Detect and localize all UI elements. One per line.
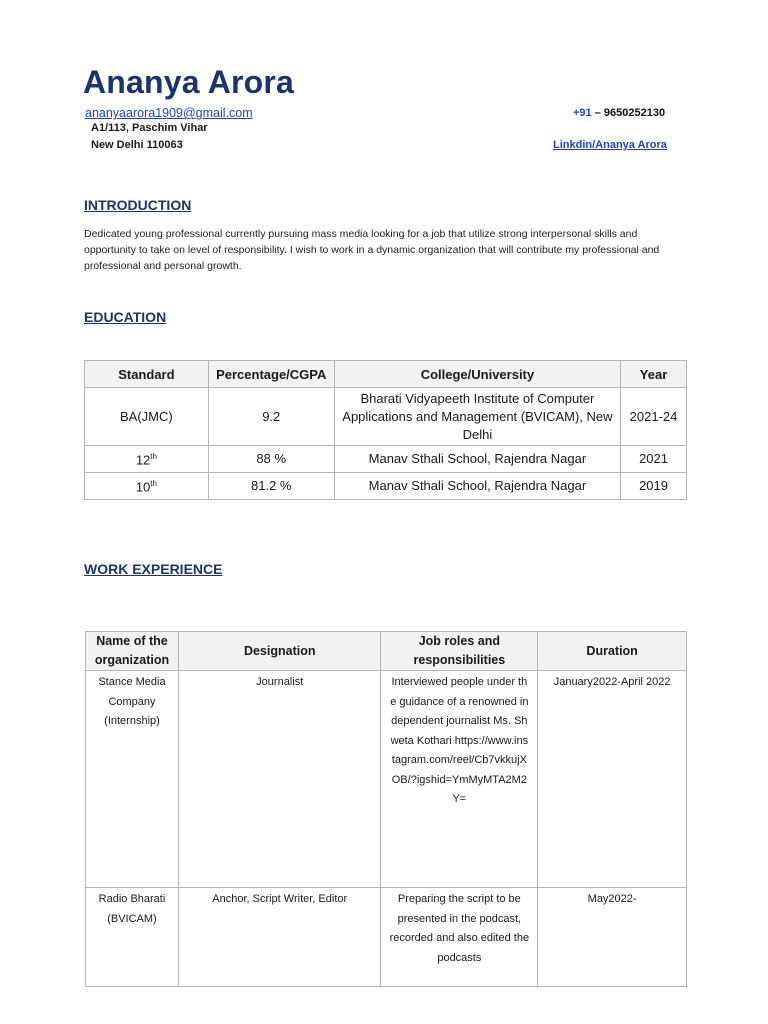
col-college: College/University xyxy=(334,361,620,388)
designation-cell: Journalist xyxy=(178,671,381,888)
introduction-text: Dedicated young professional currently pursuing mass media looking for a job that utilize strong interpersonal skills and opportunity to take on level of responsibility. I wish to work in a dynamic organization that will contribute my professional and professional and personal growth. xyxy=(84,228,660,272)
standard-suffix: th xyxy=(150,452,157,462)
college-cell: Manav Sthali School, Rajendra Nagar xyxy=(334,473,620,500)
organization-cell: Radio Bharati (BVICAM) xyxy=(86,888,179,987)
table-row xyxy=(85,446,687,473)
col-standard: Standard xyxy=(85,361,209,388)
designation-cell: Anchor, Script Writer, Editor xyxy=(178,888,381,987)
col-duration: Duration xyxy=(538,632,687,671)
address-line-2: New Delhi 110063 xyxy=(91,139,183,151)
phone-digits: – 9650252130 xyxy=(591,107,666,119)
introduction-heading: INTRODUCTION xyxy=(84,197,192,213)
standard-cell xyxy=(85,473,209,500)
col-percentage: Percentage/CGPA xyxy=(208,361,334,388)
table-row xyxy=(85,473,687,500)
phone-number xyxy=(573,107,665,119)
candidate-name: Ananya Arora xyxy=(83,64,295,100)
score-cell: 81.2 % xyxy=(208,473,334,500)
table-header-row xyxy=(86,632,687,671)
table-row xyxy=(86,888,687,987)
col-organization: Name of the organization xyxy=(86,632,179,671)
linkedin-link[interactable]: Linkdin/Ananya Arora xyxy=(553,139,667,151)
duration-cell: January2022-April 2022 xyxy=(538,671,687,888)
phone-prefix: +91 xyxy=(573,107,592,119)
roles-cell: Preparing the script to be presented in the podcast, recorded and also edited the podcasts xyxy=(381,888,538,987)
table-row xyxy=(85,388,687,446)
table-header-row xyxy=(85,361,687,388)
year-cell: 2019 xyxy=(621,473,687,500)
address-line-1: A1/113, Paschim Vihar xyxy=(91,122,208,134)
education-heading: EDUCATION xyxy=(84,309,167,325)
email-link[interactable]: ananyaarora1909@gmail.com xyxy=(85,106,253,120)
education-table xyxy=(84,360,687,500)
standard-cell: BA(JMC) xyxy=(85,388,209,446)
work-experience-heading: WORK EXPERIENCE xyxy=(84,561,223,577)
table-row xyxy=(86,671,687,888)
standard-cell xyxy=(85,446,209,473)
duration-cell: May2022- xyxy=(538,888,687,987)
score-cell: 88 % xyxy=(208,446,334,473)
college-cell: Bharati Vidyapeeth Institute of Computer Applications and Management (BVICAM), New Delhi xyxy=(334,388,620,446)
standard-value: 10 xyxy=(135,479,151,495)
col-designation: Designation xyxy=(178,632,381,671)
standard-value: 12 xyxy=(135,452,151,468)
standard-suffix: th xyxy=(150,479,157,489)
organization-cell: Stance Media Company (Internship) xyxy=(86,671,179,888)
year-cell: 2021 xyxy=(621,446,687,473)
col-roles: Job roles and responsibilities xyxy=(381,632,538,671)
score-cell: 9.2 xyxy=(208,388,334,446)
college-cell: Manav Sthali School, Rajendra Nagar xyxy=(334,446,620,473)
work-experience-table xyxy=(85,631,687,987)
year-cell: 2021-24 xyxy=(621,388,687,446)
roles-cell: Interviewed people under the guidance of a renowned independent journalist Ms. Shweta Kothari https://www.instagram.com/reel/Cb7vkkujXOB/?igshid=YmMyMTA2M2Y= xyxy=(381,671,538,888)
col-year: Year xyxy=(621,361,687,388)
